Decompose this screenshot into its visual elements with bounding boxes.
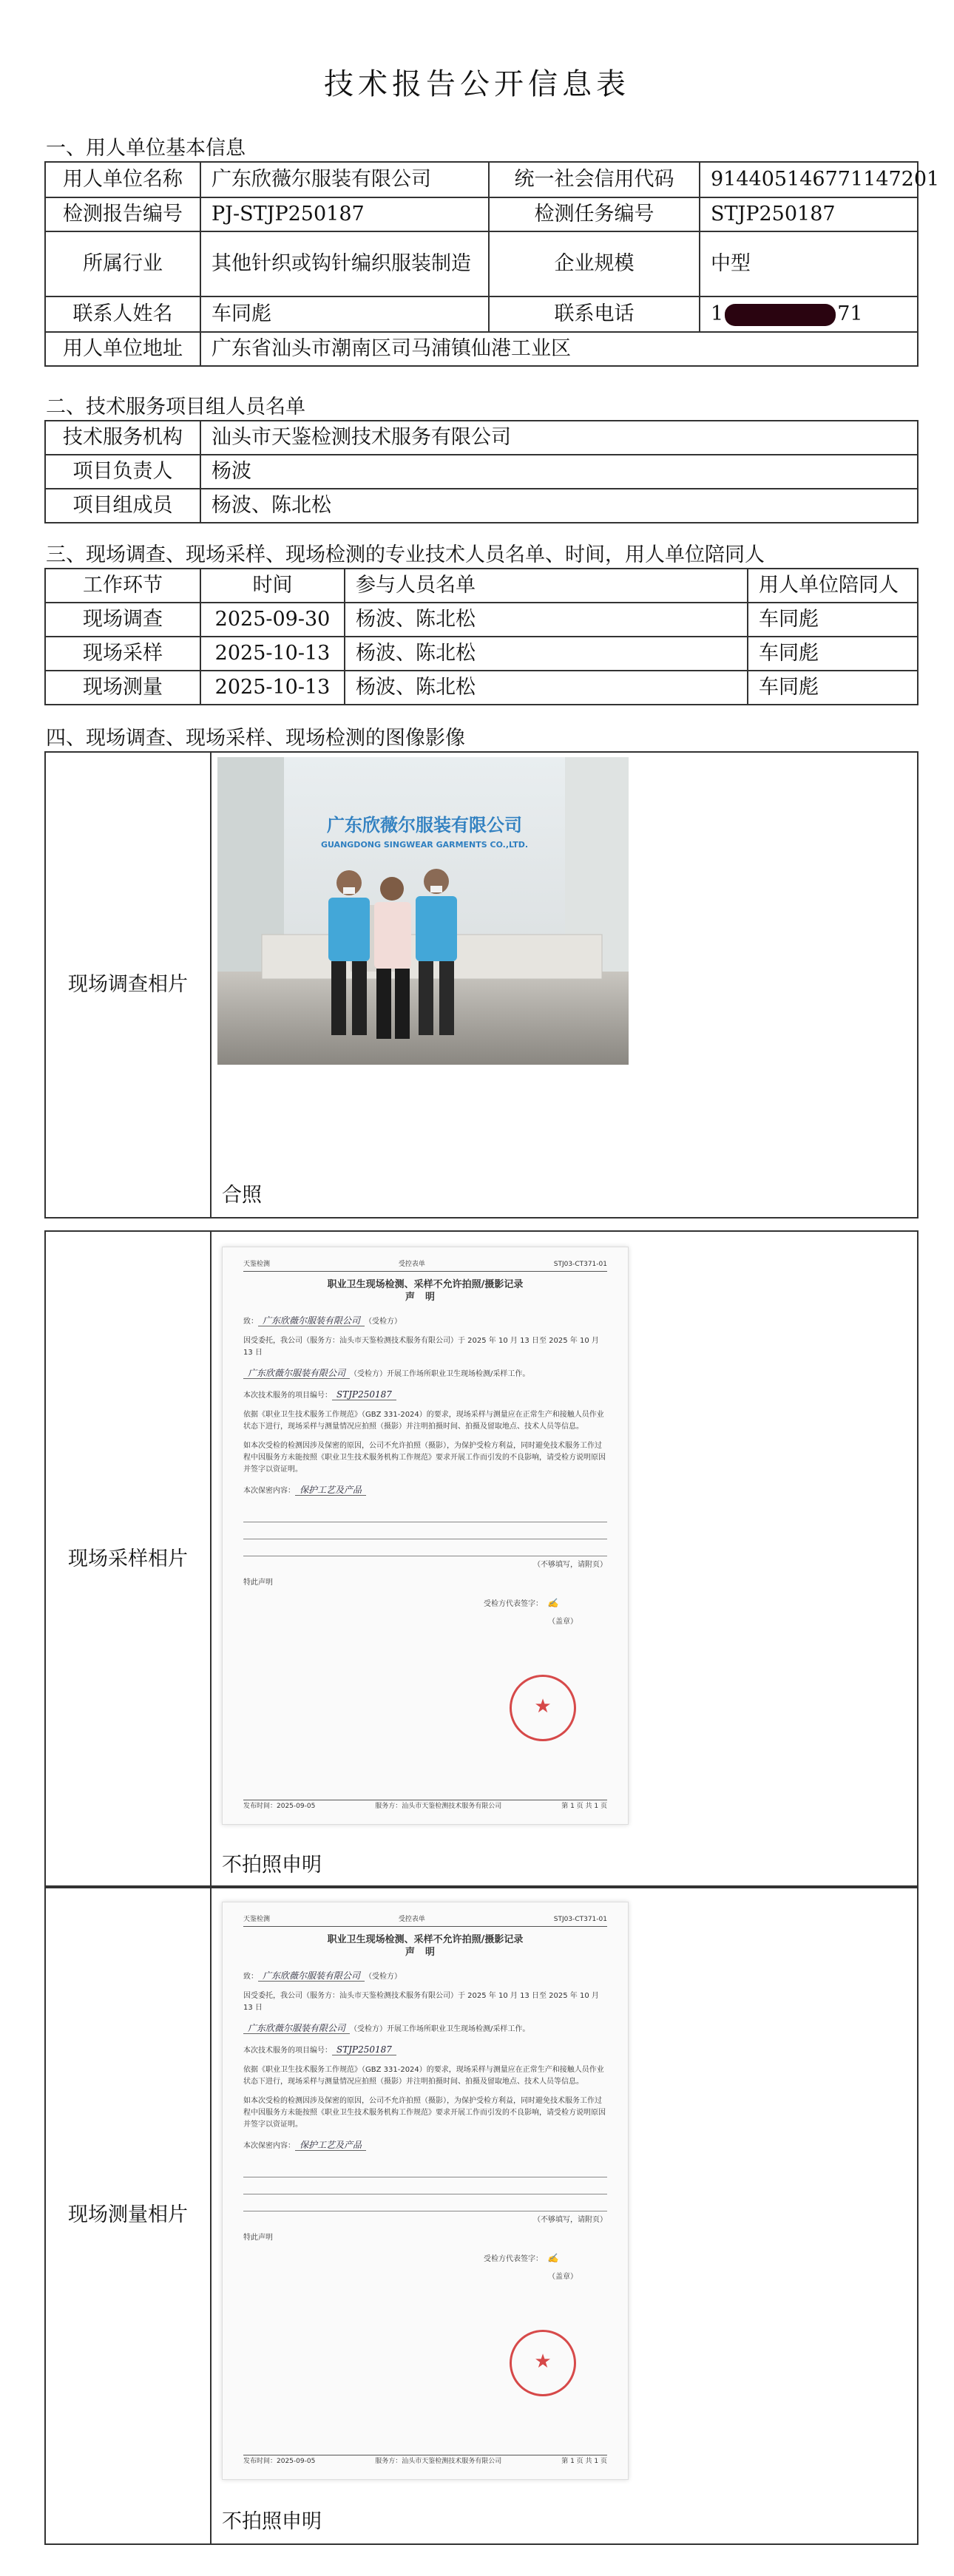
report-number: PJ-STJP250187	[200, 197, 489, 231]
members: 杨波、陈北松	[200, 489, 918, 523]
group-photo-image	[217, 757, 629, 1065]
stage: 现场调查	[45, 603, 200, 637]
section2-heading: 二、技术服务项目组人员名单	[46, 396, 305, 418]
companion: 车同彪	[748, 603, 918, 637]
table-row	[45, 671, 918, 705]
declaration-title: 职业卫生现场检测、采样不允许拍照/摄影记录	[327, 1279, 524, 1291]
team-table	[44, 420, 919, 523]
scale-label: 企业规模	[489, 231, 700, 296]
sampling-photo-cell	[211, 1231, 918, 1888]
date: 2025-10-13	[200, 671, 345, 705]
section1-heading: 一、用人单位基本信息	[46, 137, 246, 160]
date: 2025-10-13	[200, 637, 345, 671]
participants: 杨波、陈北松	[345, 637, 748, 671]
declaration-document: 天鉴检测 受控表单 STJ03-CT371-01 职业卫生现场检测、采样不允许拍照/摄影记录 声明 致： 广东欣薇尔服装有限公司 （受检方） 因受委托，我公司（服务方：汕头市天鉴检测技术服务有限公司）于 2025 年 10 月 13 日至 2025 年 10 月 13 日 广东欣薇尔服装有限公司 （受检方）开展工作场所职业卫生现场检测/采样工作。 本次技术服务的项目编号： STJP250187 依据《职业卫生技术服务工作规范》（GBZ 331-2024）的要求，现场采样与测量应在正常生产和接触人员作业状态下进行，现场采样与测量情况应拍照（摄影）并注明拍摄时间、拍摄及留取地点、技术人员等信息。 如本次受检的检测因涉及保密的原因，公司不允许拍照（摄影），为保护受检方利益，同时避免技术服务工作过程中因服务方未能按照《职业卫生技术服务机构工作规范》要求开展工作而引发的不良影响，请受检方说明原因并签字以资证明。 本次保密内容： 保护工艺及产品 （不够填写，请附页） 特此声明 受检方代表签字： ✍ （盖章） ★ 发布时间：2025-09-05 服务方：汕头市天鉴检测技术服务有限公司 第 1 页 共 1 页	[222, 1902, 629, 2480]
handwritten-company: 广东欣薇尔服装有限公司	[258, 1970, 365, 1982]
handwritten-company: 广东欣薇尔服装有限公司	[258, 1315, 365, 1326]
participants: 杨波、陈北松	[345, 671, 748, 705]
measure-photo-table	[44, 1885, 919, 2545]
participants: 杨波、陈北松	[345, 603, 748, 637]
company-name: 广东欣薇尔服装有限公司	[200, 162, 489, 197]
phone-label: 联系电话	[489, 296, 700, 332]
company-seal: ★	[510, 2330, 576, 2396]
field-header: 用人单位陪同人	[748, 569, 918, 603]
industry: 其他针织或钩针编织服装制造	[200, 231, 489, 296]
date: 2025-09-30	[200, 603, 345, 637]
phone-number: 1 71	[700, 296, 918, 332]
measure-photo-caption: 不拍照申明	[222, 2510, 322, 2534]
measure-photo-label: 现场测量相片	[45, 1886, 211, 2544]
members-label: 项目组成员	[45, 489, 200, 523]
declaration-document: 天鉴检测 受控表单 STJ03-CT371-01 职业卫生现场检测、采样不允许拍照/摄影记录 声明 致： 广东欣薇尔服装有限公司 （受检方） 因受委托，我公司（服务方：汕头市天鉴检测技术服务有限公司）于 2025 年 10 月 13 日至 2025 年 10 月 13 日 广东欣薇尔服装有限公司 （受检方）开展工作场所职业卫生现场检测/采样工作。 本次技术服务的项目编号： STJP250187 依据《职业卫生技术服务工作规范》（GBZ 331-2024）的要求，现场采样与测量应在正常生产和接触人员作业状态下进行，现场采样与测量情况应拍照（摄影）并注明拍摄时间、拍摄及留取地点、技术人员等信息。 如本次受检的检测因涉及保密的原因，公司不允许拍照（摄影），为保护受检方利益，同时避免技术服务工作过程中因服务方未能按照《职业卫生技术服务机构工作规范》要求开展工作而引发的不良影响，请受检方说明原因并签字以资证明。 本次保密内容： 保护工艺及产品 （不够填写，请附页） 特此声明 受检方代表签字： ✍ （盖章） ★ 发布时间：2025-09-05 服务方：汕头市天鉴检测技术服务有限公司 第 1 页 共 1 页	[222, 1247, 629, 1825]
survey-photo-label: 现场调查相片	[45, 752, 211, 1218]
survey-photo-table	[44, 751, 919, 1218]
companion: 车同彪	[748, 637, 918, 671]
basic-info-table	[44, 161, 940, 367]
handwritten-reason: 保护工艺及产品	[295, 2140, 366, 2151]
survey-photo-cell	[211, 752, 918, 1218]
company-seal: ★	[510, 1675, 576, 1741]
credit-code: 914405146771147201	[700, 162, 918, 197]
report-number-label: 检测报告编号	[45, 197, 200, 231]
survey-photo-caption: 合照	[222, 1184, 262, 1207]
company-name-label: 用人单位名称	[45, 162, 200, 197]
stage: 现场测量	[45, 671, 200, 705]
industry-label: 所属行业	[45, 231, 200, 296]
org-label: 技术服务机构	[45, 421, 200, 455]
scale: 中型	[700, 231, 918, 296]
section3-heading: 三、现场调查、现场采样、现场检测的专业技术人员名单、时间，用人单位陪同人	[46, 543, 765, 566]
org: 汕头市天鉴检测技术服务有限公司	[200, 421, 918, 455]
sampling-photo-table	[44, 1230, 919, 1888]
address-label: 用人单位地址	[45, 332, 200, 366]
contact-label: 联系人姓名	[45, 296, 200, 332]
field-table	[44, 568, 919, 705]
table-row	[45, 637, 918, 671]
group-photo	[217, 757, 629, 1065]
stage: 现场采样	[45, 637, 200, 671]
wall-sign-en: GUANGDONG SINGWEAR GARMENTS CO.,LTD.	[320, 840, 529, 850]
companion: 车同彪	[748, 671, 918, 705]
section4-heading: 四、现场调查、现场采样、现场检测的图像影像	[46, 727, 465, 750]
sampling-photo-label: 现场采样相片	[45, 1231, 211, 1888]
sampling-photo-caption: 不拍照申明	[222, 1854, 322, 1877]
declaration-subtitle: 声明	[405, 1291, 445, 1303]
wall-sign-cn: 广东欣薇尔服装有限公司	[327, 815, 522, 835]
lead: 杨波	[200, 455, 918, 489]
field-header: 时间	[200, 569, 345, 603]
handwritten-reason: 保护工艺及产品	[295, 1485, 366, 1496]
table-row	[45, 603, 918, 637]
page-title: 技术报告公开信息表	[324, 67, 630, 101]
field-header: 工作环节	[45, 569, 200, 603]
redaction-mask	[725, 304, 836, 326]
task-number-label: 检测任务编号	[489, 197, 700, 231]
credit-code-label: 统一社会信用代码	[489, 162, 700, 197]
task-number: STJP250187	[700, 197, 918, 231]
field-header: 参与人员名单	[345, 569, 748, 603]
declaration-title: 职业卫生现场检测、采样不允许拍照/摄影记录	[327, 1934, 524, 1946]
address: 广东省汕头市潮南区司马浦镇仙港工业区	[200, 332, 918, 366]
lead-label: 项目负责人	[45, 455, 200, 489]
measure-photo-cell	[211, 1886, 918, 2544]
contact-name: 车同彪	[200, 296, 489, 332]
declaration-subtitle: 声明	[405, 1946, 445, 1958]
